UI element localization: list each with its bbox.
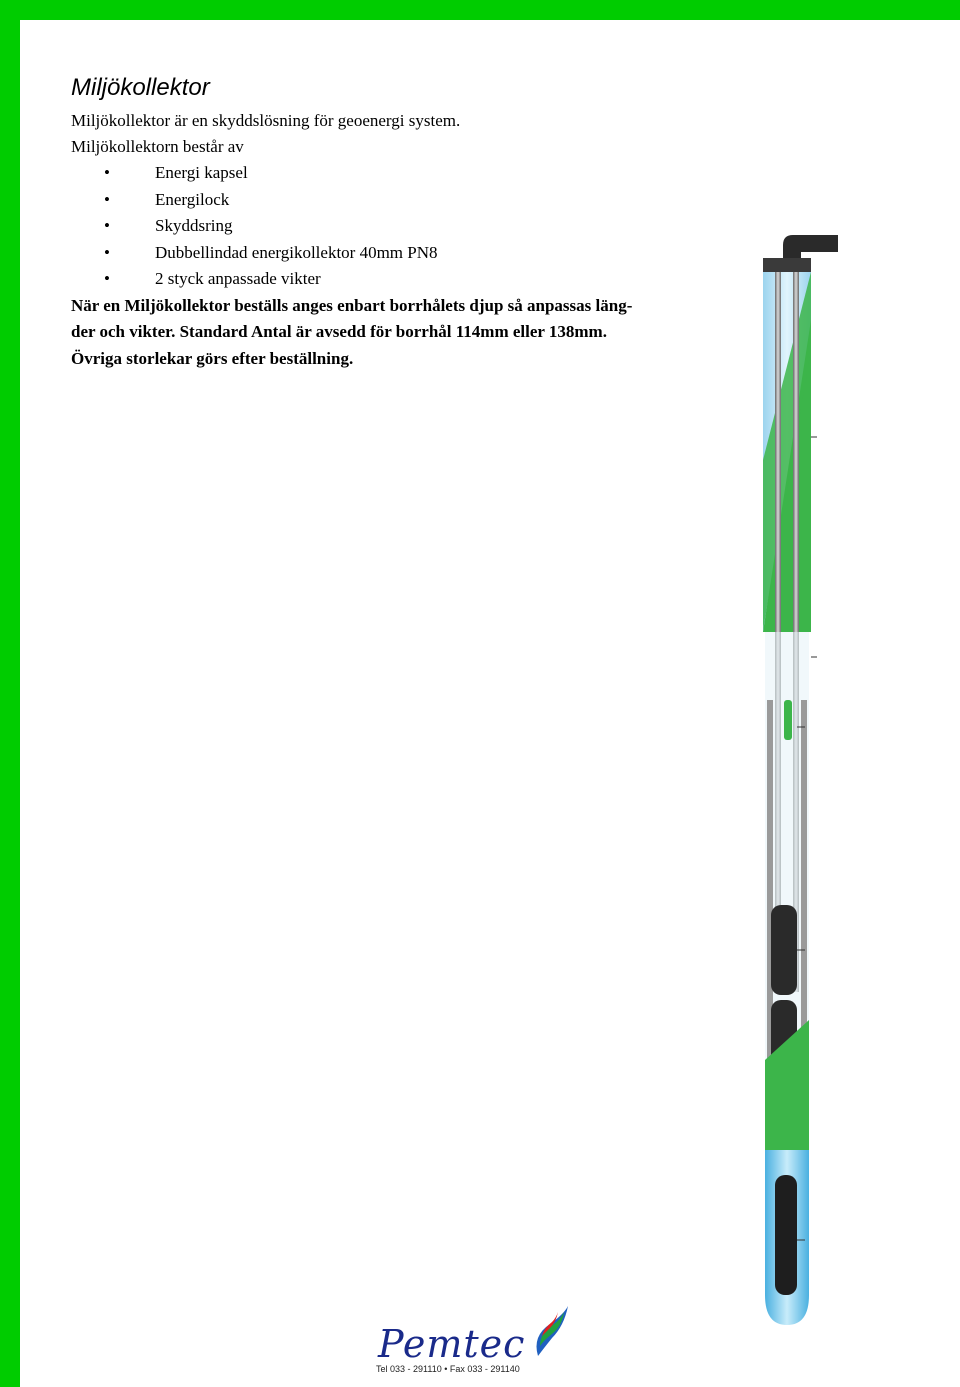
list-item	[71, 266, 711, 293]
bullet-icon: •	[104, 216, 110, 235]
list-item	[71, 187, 711, 214]
list-item	[71, 240, 711, 267]
weight-1	[771, 905, 797, 995]
document-title: Miljökollektor	[71, 74, 210, 101]
list-item-text: Energilock	[155, 189, 230, 209]
document-body	[71, 74, 711, 372]
ordering-paragraph-line-2: der och vikter. Standard Antal är avsedd för borrhål 114mm eller 138mm.	[71, 322, 607, 341]
list-item-text: 2 styck anpassade vikter	[155, 269, 321, 288]
logo-flame-icon	[530, 1306, 570, 1366]
company-logo	[370, 1300, 580, 1380]
energy-cap	[763, 258, 811, 272]
list-item-text: Dubbellindad energikollektor 40mm PN8	[155, 242, 438, 262]
list-item	[71, 160, 711, 187]
weight-3	[775, 1175, 797, 1295]
bullet-icon: •	[104, 269, 110, 288]
list-heading: Miljökollektorn består av	[71, 137, 244, 156]
elbow-pipe	[783, 235, 838, 260]
bullet-icon: •	[104, 242, 110, 262]
bullet-icon: •	[104, 189, 110, 209]
intro-text: Miljökollektor är en skyddslösning för geoenergi system.	[71, 111, 461, 130]
page-border-top	[0, 0, 960, 20]
logo-contact: Tel 033 - 291110 • Fax 033 - 291140	[376, 1364, 520, 1374]
collector-illustration	[745, 200, 855, 1330]
protection-ring	[784, 700, 792, 740]
bullet-icon: •	[104, 163, 110, 182]
component-list	[71, 160, 711, 293]
page-border-left	[0, 0, 20, 1387]
logo-name: Pemtec	[378, 1322, 526, 1366]
ordering-paragraph-line-1: När en Miljökollektor beställs anges enbart borrhålets djup så anpassas läng-	[71, 295, 633, 315]
list-item-text: Skyddsring	[155, 216, 233, 235]
list-item	[71, 213, 711, 240]
list-item-text: Energi kapsel	[155, 163, 248, 182]
ordering-paragraph-line-3: Övriga storlekar görs efter beställning.	[71, 348, 354, 368]
